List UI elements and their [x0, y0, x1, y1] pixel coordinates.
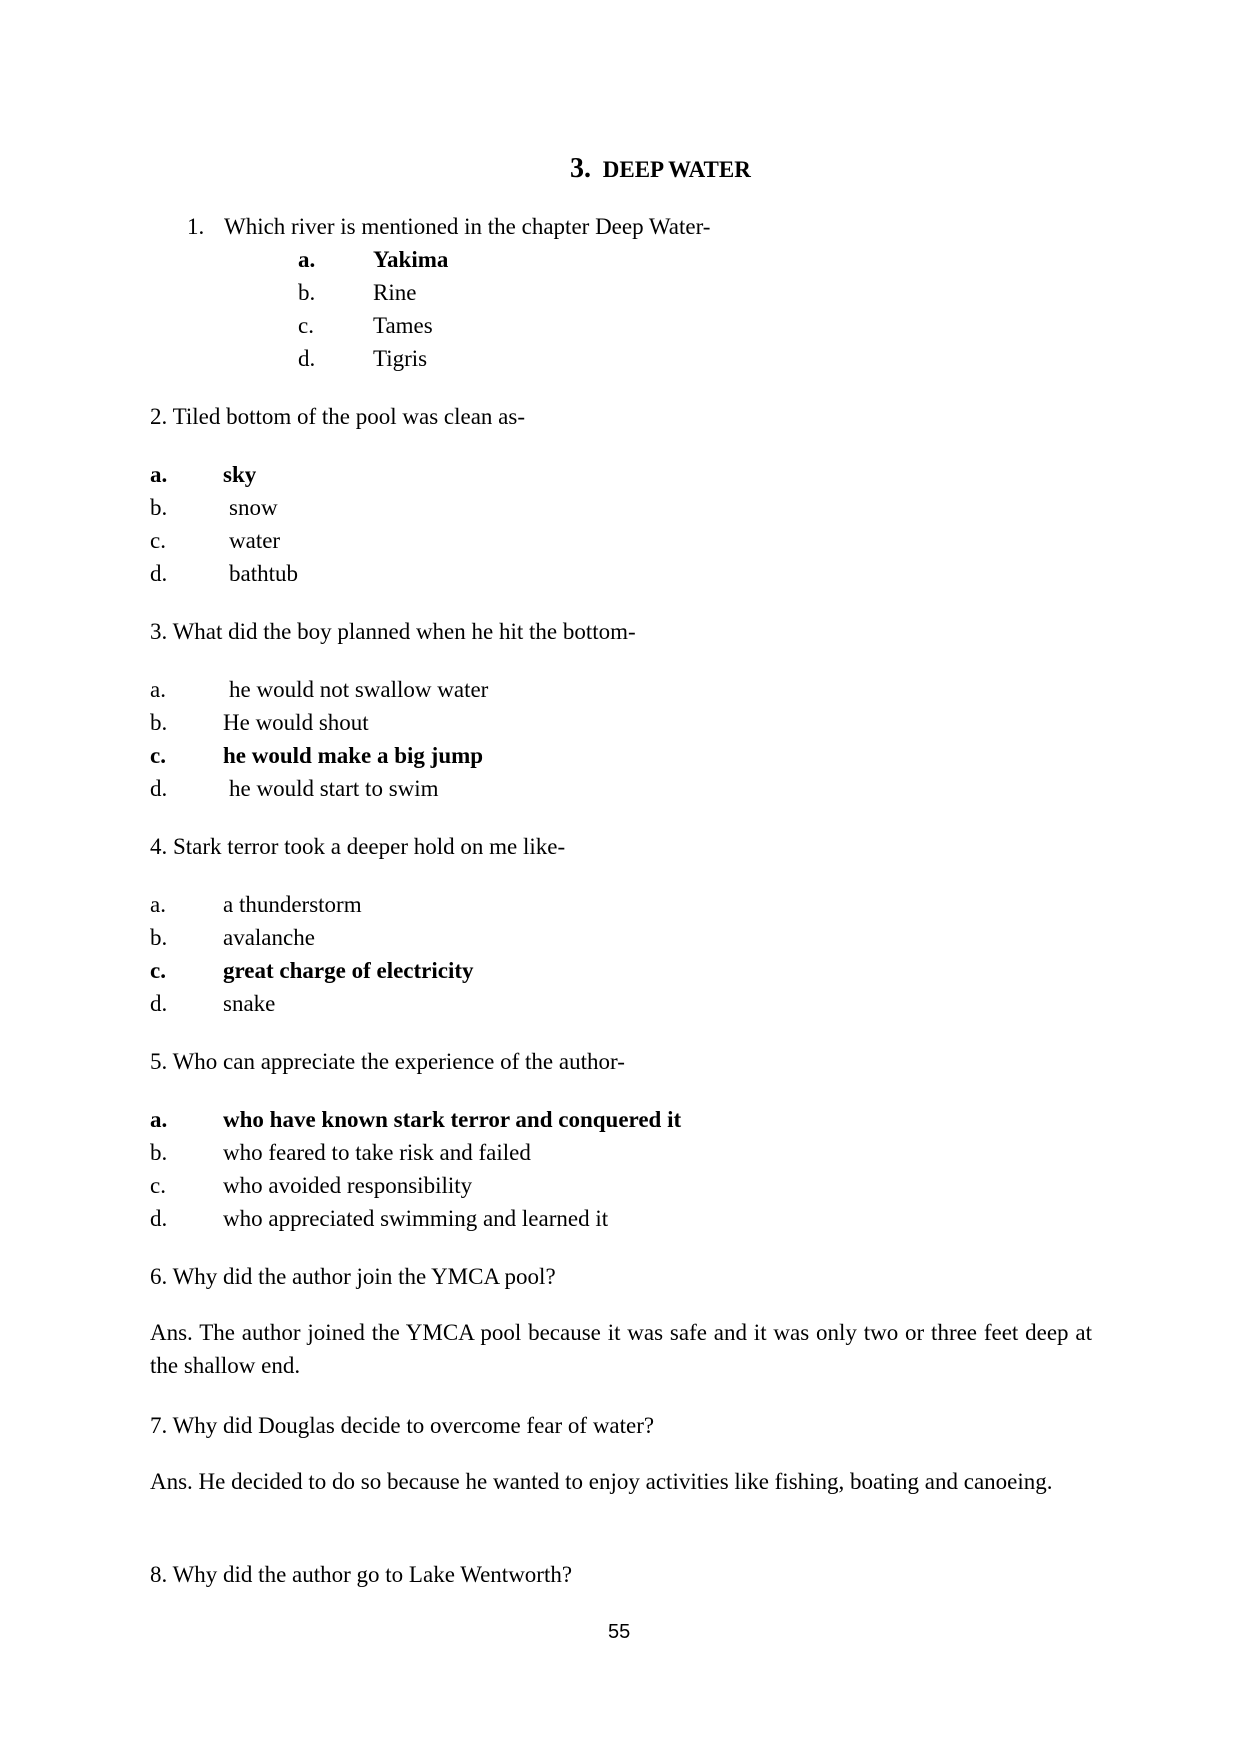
q5-option-c-text: who avoided responsibility	[223, 1173, 473, 1198]
q5-option-a-letter: a.	[150, 1107, 168, 1132]
q4-option-b-letter: b.	[150, 925, 168, 950]
q4-option-d-letter: d.	[150, 991, 168, 1016]
q1-option-b-text: Rine	[373, 280, 417, 305]
question-7-text: 7. Why did Douglas decide to overcome fear of water?	[150, 1413, 655, 1438]
q1-option-c-text: Tames	[373, 313, 433, 338]
q4-option-a-letter: a.	[150, 892, 166, 917]
q1-option-a-text: Yakima	[373, 247, 449, 272]
q5-option-b-letter: b.	[150, 1140, 168, 1165]
q3-option-a-letter: a.	[150, 677, 166, 702]
q3-option-c-text: he would make a big jump	[223, 743, 484, 768]
question-5-text: 5. Who can appreciate the experience of the author-	[150, 1049, 625, 1074]
q2-option-d-text: bathtub	[229, 561, 298, 586]
question-6-text: 6. Why did the author join the YMCA pool?	[150, 1264, 556, 1289]
question-1-text: Which river is mentioned in the chapter Deep Water-	[224, 214, 711, 239]
q1-option-c-letter: c.	[298, 313, 314, 338]
q4-option-c-letter: c.	[150, 958, 166, 983]
q2-option-b-text: snow	[229, 495, 278, 520]
q1-option-d-text: Tigris	[373, 346, 428, 371]
q3-option-b-letter: b.	[150, 710, 168, 735]
chapter-title: DEEP WATER	[602, 157, 751, 182]
question-4-text: 4. Stark terror took a deeper hold on me like-	[150, 834, 566, 859]
q2-option-c-letter: c.	[150, 528, 166, 553]
q4-option-b-text: avalanche	[223, 925, 315, 950]
q5-option-a-text: who have known stark terror and conquered it	[223, 1107, 682, 1132]
q4-option-d-text: snake	[223, 991, 276, 1016]
q3-option-d-text: he would start to swim	[229, 776, 439, 801]
question-7-answer: Ans. He decided to do so because he wanted to enjoy activities like fishing, boating and canoeing.	[150, 1469, 1053, 1494]
q3-option-b-text: He would shout	[223, 710, 369, 735]
q5-option-d-text: who appreciated swimming and learned it	[223, 1206, 609, 1231]
question-2-text: 2. Tiled bottom of the pool was clean as-	[150, 404, 525, 429]
q4-option-c-text: great charge of electricity	[223, 958, 474, 983]
q2-option-a-text: sky	[223, 462, 257, 487]
q4-option-a-text: a thunderstorm	[223, 892, 362, 917]
question-1-number: 1.	[187, 214, 205, 239]
q5-option-c-letter: c.	[150, 1173, 166, 1198]
q5-option-b-text: who feared to take risk and failed	[223, 1140, 531, 1165]
question-6-answer: Ans. The author joined the YMCA pool because it was safe and it was only two or three feet deep at the shallow end.	[150, 1320, 1092, 1378]
q3-option-c-letter: c.	[150, 743, 166, 768]
question-3-text: 3. What did the boy planned when he hit the bottom-	[150, 619, 636, 644]
q3-option-a-text: he would not swallow water	[229, 677, 489, 702]
q2-option-b-letter: b.	[150, 495, 168, 520]
q2-option-c-text: water	[229, 528, 281, 553]
q1-option-a-letter: a.	[298, 247, 316, 272]
chapter-number: 3.	[570, 153, 591, 184]
question-8-text: 8. Why did the author go to Lake Wentworth?	[150, 1562, 573, 1587]
page-number: 55	[608, 1621, 631, 1643]
q1-option-d-letter: d.	[298, 346, 316, 371]
page-title	[570, 155, 751, 183]
q2-option-d-letter: d.	[150, 561, 168, 586]
q1-option-b-letter: b.	[298, 280, 316, 305]
q5-option-d-letter: d.	[150, 1206, 168, 1231]
q3-option-d-letter: d.	[150, 776, 168, 801]
q2-option-a-letter: a.	[150, 462, 168, 487]
